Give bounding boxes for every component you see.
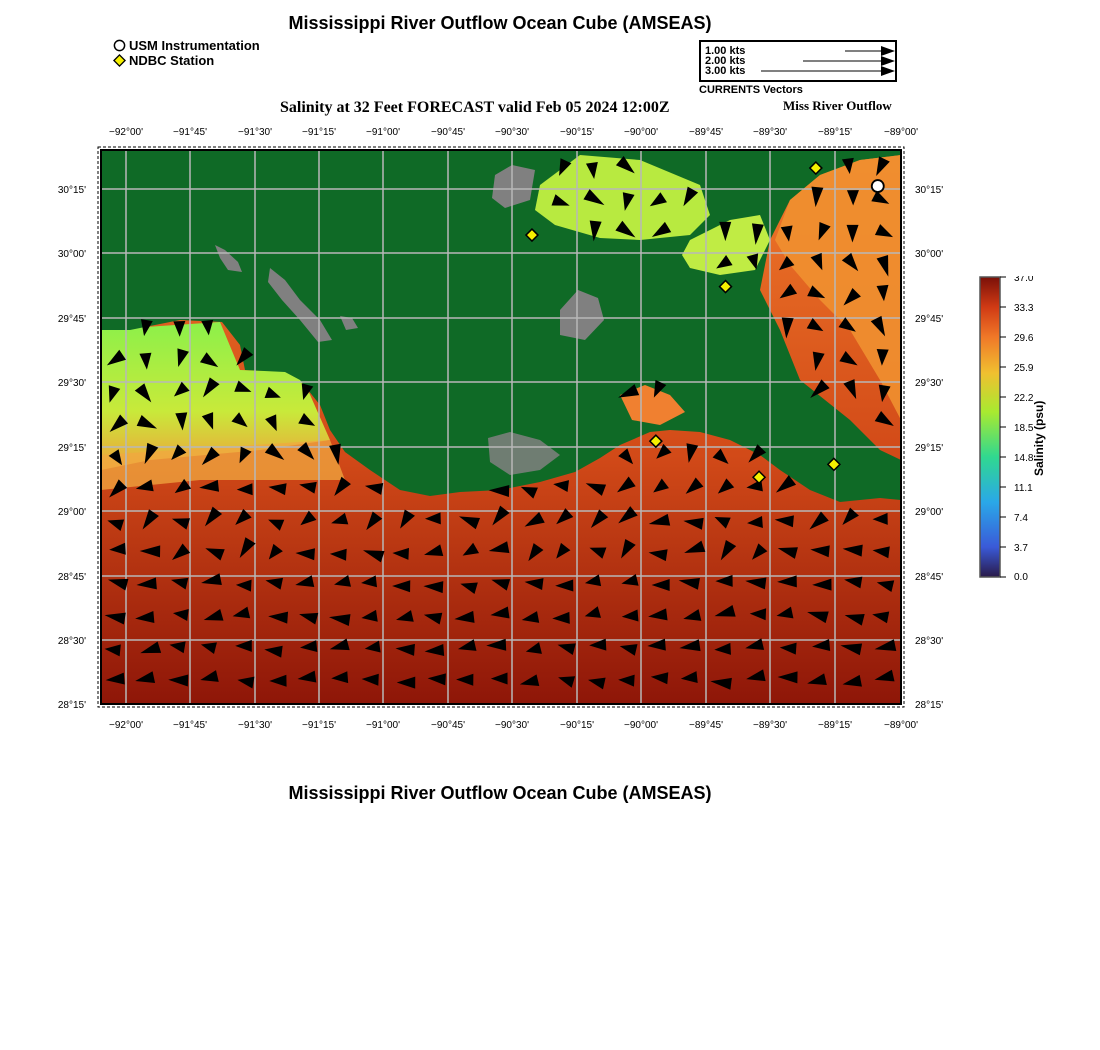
x-tick-top: −89°45' [689, 127, 723, 138]
colorbar-tick: 3.7 [1014, 543, 1028, 554]
currents-label: CURRENTS Vectors [699, 84, 803, 96]
colorbar-tick: 37.0 [1014, 276, 1034, 284]
x-tick-top: −91°00' [366, 127, 400, 138]
vector-scale-2: 2.00 kts [705, 55, 746, 67]
x-tick-bottom: −90°15' [560, 720, 594, 731]
colorbar-ticks [1014, 276, 1034, 582]
map-title: Mississippi River Outflow Ocean Cube (AMSEAS) [288, 13, 712, 33]
y-tick-right: 28°15' [915, 700, 944, 711]
y-tick-left: 29°00' [57, 507, 86, 518]
colorbar-tick: 22.2 [1014, 393, 1034, 404]
y-tick-labels-left [58, 185, 86, 711]
x-tick-bottom: −91°30' [238, 720, 272, 731]
colorbar-tick: 25.9 [1014, 363, 1034, 374]
y-tick-right: 29°00' [915, 507, 944, 518]
y-tick-left: 28°45' [57, 572, 86, 583]
colorbar-tick: 7.4 [1014, 513, 1028, 524]
colorbar-gradient [980, 277, 1000, 577]
x-tick-bottom: −91°00' [366, 720, 400, 731]
x-tick-top: −90°45' [431, 127, 465, 138]
x-tick-top: −89°00' [884, 127, 918, 138]
y-tick-right: 29°15' [915, 443, 944, 454]
vector-scale-3: 3.00 kts [705, 65, 746, 77]
y-tick-right: 30°15' [915, 185, 944, 196]
usm-station-marker[interactable] [872, 180, 884, 192]
x-tick-bottom: −89°45' [689, 720, 723, 731]
y-tick-left: 28°30' [57, 636, 86, 647]
y-tick-right: 28°30' [915, 636, 944, 647]
y-tick-left: 29°15' [57, 443, 86, 454]
y-tick-right: 29°30' [915, 378, 944, 389]
x-tick-bottom: −91°45' [173, 720, 207, 731]
x-tick-bottom: −89°15' [818, 720, 852, 731]
x-tick-bottom: −89°30' [753, 720, 787, 731]
x-tick-labels-top [109, 127, 918, 138]
y-tick-left: 28°15' [57, 700, 86, 711]
x-tick-bottom: −90°45' [431, 720, 465, 731]
bottom-title: Mississippi River Outflow Ocean Cube (AMSEAS) [288, 783, 712, 803]
x-tick-top: −91°45' [173, 127, 207, 138]
vector-scale-1: 1.00 kts [705, 45, 746, 57]
colorbar-tick: 29.6 [1014, 333, 1034, 344]
x-tick-top: −89°30' [753, 127, 787, 138]
x-tick-bottom: −90°00' [624, 720, 658, 731]
y-tick-left: 29°30' [57, 378, 86, 389]
x-tick-bottom: −89°00' [884, 720, 918, 731]
y-tick-right: 29°45' [915, 314, 944, 325]
x-tick-bottom: −90°30' [495, 720, 529, 731]
legend-ndbc-label: NDBC Station [129, 53, 215, 68]
colorbar-tick: 11.1 [1014, 483, 1033, 494]
colorbar-tick: 14.8 [1014, 453, 1034, 464]
x-tick-top: −90°15' [560, 127, 594, 138]
y-tick-left: 30°15' [57, 185, 86, 196]
colorbar-title: Salinity (psu) [1032, 400, 1046, 476]
x-tick-top: −90°30' [495, 127, 529, 138]
x-tick-top: −91°30' [238, 127, 272, 138]
x-tick-top: −91°15' [302, 127, 336, 138]
colorbar-svg [978, 276, 1058, 582]
legend-usm-label: USM Instrumentation [129, 38, 260, 53]
y-tick-right: 28°45' [915, 572, 944, 583]
y-tick-left: 29°45' [57, 314, 86, 325]
colorbar-tick: 33.3 [1014, 303, 1034, 314]
x-tick-top: −89°15' [818, 127, 852, 138]
map-subtitle: Salinity at 32 Feet FORECAST valid Feb 05 2024 12:00Z [280, 99, 670, 116]
colorbar [978, 276, 1058, 587]
region-label: Miss River Outflow [783, 98, 892, 113]
x-tick-top: −92°00' [109, 127, 143, 138]
colorbar-tick: 0.0 [1014, 572, 1028, 582]
x-tick-labels-bottom [109, 720, 918, 731]
x-tick-bottom: −92°00' [109, 720, 143, 731]
colorbar-tick-marks [1000, 277, 1006, 577]
y-tick-left: 30°00' [57, 249, 86, 260]
y-tick-right: 30°00' [915, 249, 944, 260]
y-tick-labels-right [915, 185, 943, 711]
colorbar-tick: 18.5 [1014, 423, 1034, 434]
x-tick-top: −90°00' [624, 127, 658, 138]
x-tick-bottom: −91°15' [302, 720, 336, 731]
